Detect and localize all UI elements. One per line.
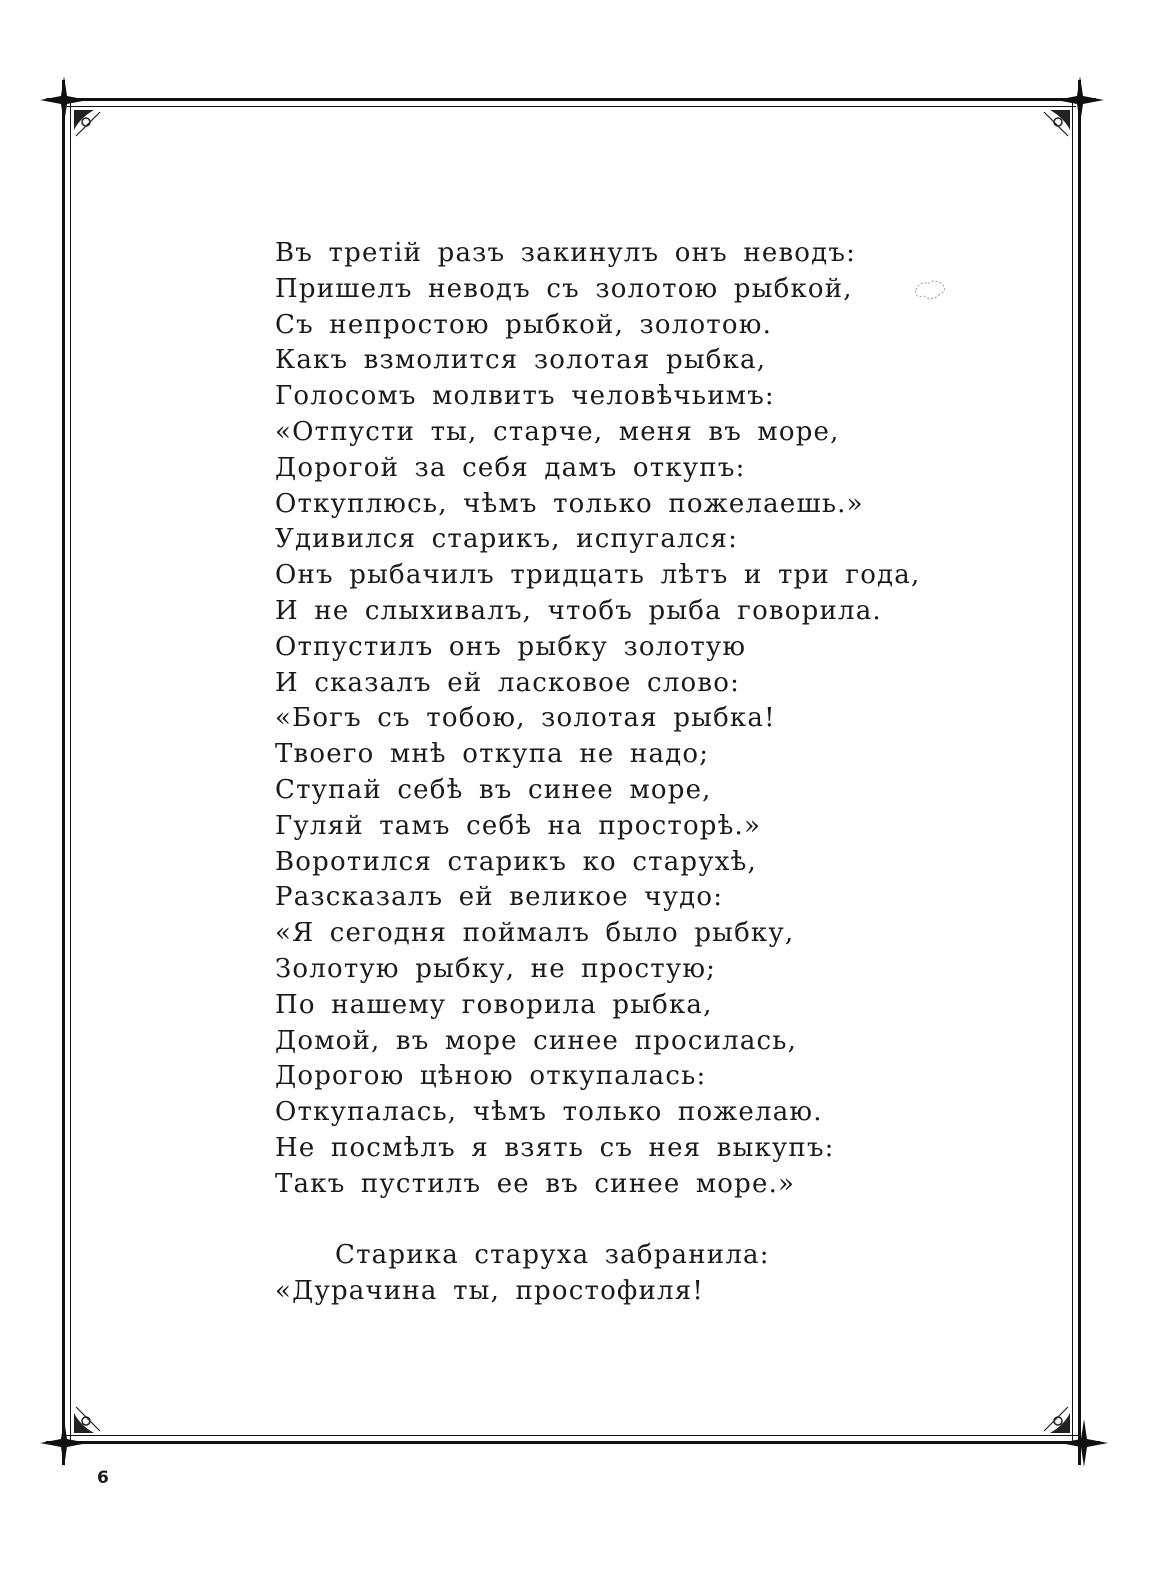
corner-flourish-icon (1032, 108, 1072, 148)
poem-line: Дорогою цѣною откупалась: (275, 1061, 707, 1092)
poem-line: Онъ рыбачилъ тридцать лѣтъ и три года, (275, 560, 921, 591)
corner-flourish-icon (1032, 1395, 1072, 1435)
poem-line: Отпустилъ онъ рыбку золотую (275, 631, 747, 662)
poem-line: Въ третій разъ закинулъ онъ неводъ: (275, 238, 857, 268)
poem-line: По нашему говорила рыбка, (275, 989, 713, 1020)
poem-line: Ступай себѣ въ синее море, (275, 774, 712, 805)
corner-flourish-icon (72, 108, 112, 148)
poem-line: И не слыхивалъ, чтобъ рыба говорила. (275, 595, 882, 626)
frame-left-border (62, 80, 65, 1465)
poem-line: И сказалъ ей ласковое слово: (275, 667, 741, 698)
frame-right-border (1078, 80, 1081, 1465)
poem-line: Съ непростою рыбкой, золотою. (275, 309, 773, 340)
poem-line: Откупалась, чѣмъ только пожелаю. (275, 1097, 823, 1128)
poem-line: Золотую рыбку, не простую; (275, 953, 717, 984)
poem-line: Удивился старикъ, испугался: (275, 524, 739, 555)
poem-line: Какъ взмолится золотая рыбка, (275, 345, 767, 376)
poem-line: Твоего мнѣ откупа не надо; (275, 739, 710, 770)
poem-line: «Богъ съ тобою, золотая рыбка! (275, 703, 776, 734)
poem-line: «Дурачина ты, простофиля! (275, 1276, 704, 1307)
poem-line: Откуплюсь, чѣмъ только пожелаешь.» (275, 488, 864, 519)
frame-top-border (46, 98, 1096, 101)
frame-bottom-inner-border (66, 1435, 1080, 1436)
poem-line: Голосомъ молвитъ человѣчьимъ: (275, 381, 775, 412)
poem-line: Не посмѣлъ я взять съ нея выкупъ: (275, 1132, 835, 1163)
poem-line: Разсказалъ ей великое чудо: (275, 882, 724, 913)
poem-line: Дорогой за себя дамъ откупъ: (275, 452, 746, 483)
corner-flourish-icon (72, 1395, 112, 1435)
poem-line: Старика старуха забранила: (335, 1240, 770, 1271)
poem-line: «Я сегодня поймалъ было рыбку, (275, 918, 795, 949)
poem-line: Пришелъ неводъ съ золотою рыбкой, (275, 273, 853, 304)
frame-bottom-border (46, 1441, 1100, 1444)
poem-text (275, 236, 935, 1310)
poem-line: Гуляй тамъ себѣ на просторѣ.» (275, 810, 762, 841)
poem-line: Воротился старикъ ко старухѣ, (275, 846, 757, 877)
poem-line: «Отпусти ты, старче, меня въ море, (275, 416, 840, 447)
poem-line: Такъ пустилъ ее въ синее море.» (275, 1168, 796, 1199)
frame-right-inner-border (1072, 100, 1073, 1442)
frame-top-inner-border (66, 106, 1076, 107)
frame-left-inner-border (70, 100, 71, 1442)
poem-line: Домой, въ море синее просилась, (275, 1025, 798, 1056)
page-number: 6 (97, 1468, 109, 1488)
stanza-break (275, 1203, 935, 1239)
